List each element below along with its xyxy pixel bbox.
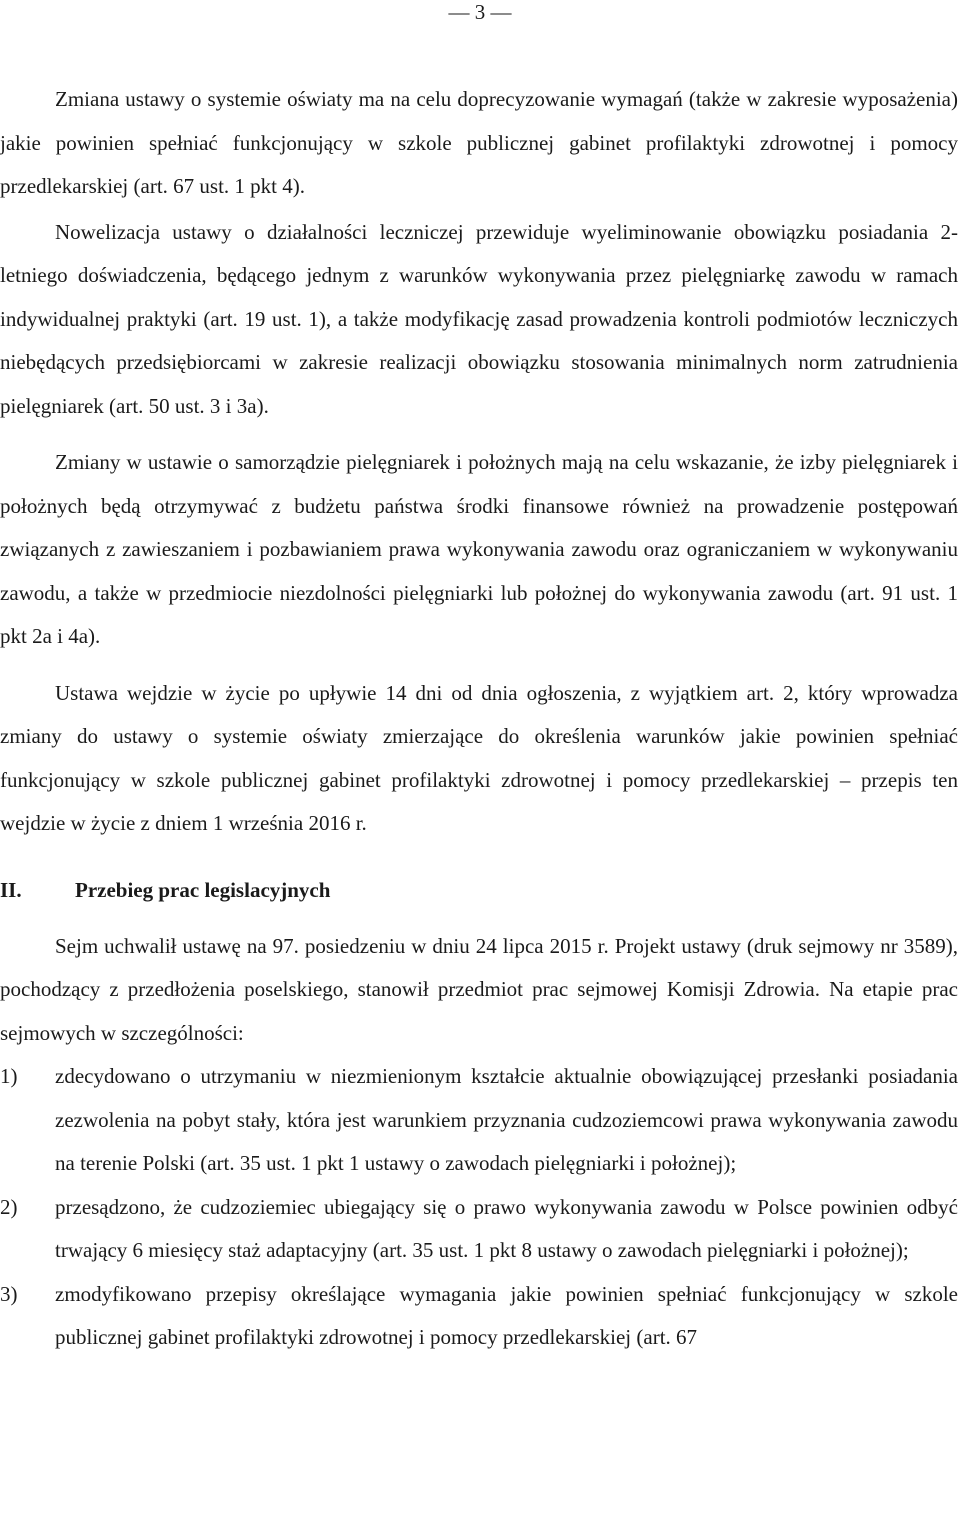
- paragraph-nurses-self-government: Zmiany w ustawie o samorządzie pielęgniarek i położnych mają na celu wskazanie, że izby pielęgniarek i położnych będą otrzymywać z budżetu państwa środki finansowe również na prowadzenie postępowań związanych z zawieszaniem i pozbawianiem prawa wykonywania zawodu oraz ograniczaniem w wykonywaniu zawodu, a także w przedmiocie niezdolności pielęgniarki lub położnej do wykonywania zawodu (art. 91 ust. 1 pkt 2a i 4a).: [0, 450, 958, 648]
- list-item: [0, 1273, 958, 1360]
- list-item: [0, 1055, 958, 1186]
- paragraph-entry-into-force: Ustawa wejdzie w życie po upływie 14 dni od dnia ogłoszenia, z wyjątkiem art. 2, który wprowadza zmiany do ustawy o systemie oświaty zmierzające do określenia warunków jakie powinien spełniać funkcjonujący w szkole publicznej gabinet profilaktyki zdrowotnej i pomocy przedlekarskiej – przepis ten wejdzie w życie z dniem 1 września 2016 r.: [0, 680, 958, 835]
- list-item: [0, 1186, 958, 1273]
- list-item-text: zdecydowano o utrzymaniu w niezmienionym kształcie aktualnie obowiązującej przesłanki posiadania zezwolenia na pobyt stały, która jest warunkiem przyznania cudzoziemcowi prawa wykonywania zawodu na terenie Polski (art. 35 ust. 1 pkt 1 ustawy o zawodach pielęgniarki i położnej);: [55, 1064, 958, 1175]
- paragraph-legislative-process: Sejm uchwalił ustawę na 97. posiedzeniu w dniu 24 lipca 2015 r. Projekt ustawy (druk sejmowy nr 3589), pochodzący z przedłożenia poselskiego, stanowił przedmiot prac sejmowej Komisji Zdrowia. Na etapie prac sejmowych w szczególności:: [0, 933, 958, 1045]
- section-title: Przebieg prac legislacyjnych: [75, 877, 331, 902]
- list-marker: 2): [0, 1194, 18, 1219]
- section-heading: [0, 875, 958, 905]
- list-item-text: zmodyfikowano przepisy określające wymagania jakie powinien spełniać funkcjonujący w szkole publicznej gabinet profilaktyki zdrowotnej i pomocy przedlekarskiej (art. 67: [55, 1281, 958, 1349]
- paragraph-medical-activity-act: Nowelizacja ustawy o działalności leczniczej przewiduje wyeliminowanie obowiązku posiadania 2-letniego doświadczenia, będącego jednym z warunków wykonywania przez pielęgniarkę zawodu w ramach indywidualnej praktyki (art. 19 ust. 1), a także modyfikację zasad prowadzenia kontroli podmiotów leczniczych niebędących przedsiębiorcami w zakresie realizacji obowiązku stosowania minimalnych norm zatrudnienia pielęgniarek (art. 50 ust. 3 i 3a).: [0, 219, 958, 418]
- paragraph-education-act: Zmiana ustawy o systemie oświaty ma na celu doprecyzowanie wymagań (także w zakresie wyposażenia) jakie powinien spełniać funkcjonujący w szkole publicznej gabinet profilaktyki zdrowotnej i pomocy przedlekarskiej (art. 67 ust. 1 pkt 4).: [0, 87, 958, 198]
- page-number: — 3 —: [448, 0, 512, 24]
- list-marker: 3): [0, 1281, 18, 1306]
- list-item-text: przesądzono, że cudzoziemiec ubiegający się o prawo wykonywania zawodu w Polsce powinien odbyć trwający 6 miesięcy staż adaptacyjny (art. 35 ust. 1 pkt 8 ustawy o zawodach pielęgniarki i położnej);: [55, 1194, 958, 1262]
- list-marker: 1): [0, 1064, 18, 1088]
- document-body: [0, 78, 958, 1360]
- section-number: II.: [0, 877, 22, 902]
